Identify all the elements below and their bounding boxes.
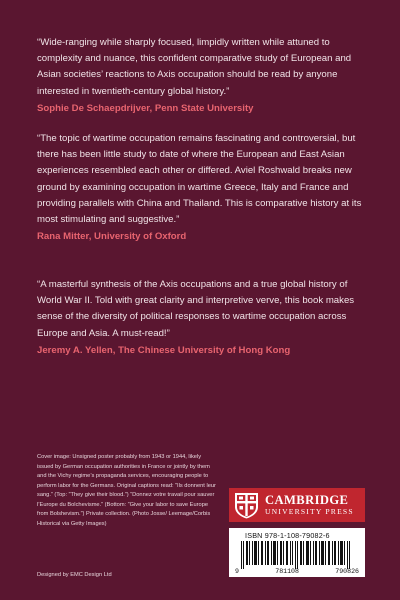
blurb-quote: “Wide-ranging while sharply focused, limpidly written while attuned to complexity and nuance, this confident comparative study of European and Asian societies’ reactions to Axis occupation should be read by anyone interested in twentieth-century global history.” bbox=[37, 37, 352, 97]
barcode-panel bbox=[229, 528, 365, 577]
barcode-digits bbox=[235, 568, 359, 575]
publisher-subname: UNIVERSITY PRESS bbox=[265, 506, 354, 516]
barcode-digit-group: 781108 bbox=[275, 568, 299, 575]
isbn-label: ISBN 978-1-108-79082-6 bbox=[245, 531, 330, 540]
cover-credit-text: Cover image: Unsigned poster probably from 1943 or 1944, likely issued by German occupation authorities in France or jointly by them and the Vichy regime’s propaganda services, encouraging people to perform labor for the Germans. Original captions read: “Ils donnent leur sang.” (Top: “They give their blood.”) “Donnez votre travail pour sauver l’Europe du Bolchevisme.” (Bottom: “Give your labor to save Europe from Bolshevism.”) Private collection. (Photo Josse/ Leemage/Corbis Historical via Getty Images) bbox=[37, 454, 216, 527]
blurb-attribution: Rana Mitter, University of Oxford bbox=[37, 231, 187, 243]
barcode-icon bbox=[235, 541, 359, 569]
cover-image-credit bbox=[37, 453, 217, 529]
barcode-digit-group: 9 bbox=[235, 568, 239, 575]
blurb-quote: “The topic of wartime occupation remains fascinating and controversial, but there has been little study to date of where the European and East Asian experiences resembled each other or differed. Aviel Roshwald breaks new ground by examining occupation in wartime Greece, Italy and France and providing parallels with China and Thailand. This is comparative history at its most stimulating and suggestive.” bbox=[37, 133, 362, 226]
blurb-1 bbox=[37, 35, 367, 117]
barcode-digit-group: 790826 bbox=[335, 568, 359, 575]
blurb-quote: “A masterful synthesis of the Axis occupations and a true global history of World War II. Told with great clarity and interpretive verve, this book makes sense of the diversity of political responses to wartime occupation across Europe and Asia. A must-read!” bbox=[37, 279, 355, 339]
publisher-name: CAMBRIDGE bbox=[265, 492, 349, 507]
publisher-logo bbox=[229, 488, 365, 522]
blurb-attribution: Jeremy A. Yellen, The Chinese University of Hong Kong bbox=[37, 344, 291, 356]
designer-credit: Designed by EMC Design Ltd bbox=[37, 572, 112, 578]
blurb-2 bbox=[37, 131, 367, 245]
blurb-attribution: Sophie De Schaepdrijver, Penn State University bbox=[37, 102, 254, 114]
blurb-3 bbox=[37, 277, 367, 359]
crest-icon bbox=[234, 492, 259, 519]
